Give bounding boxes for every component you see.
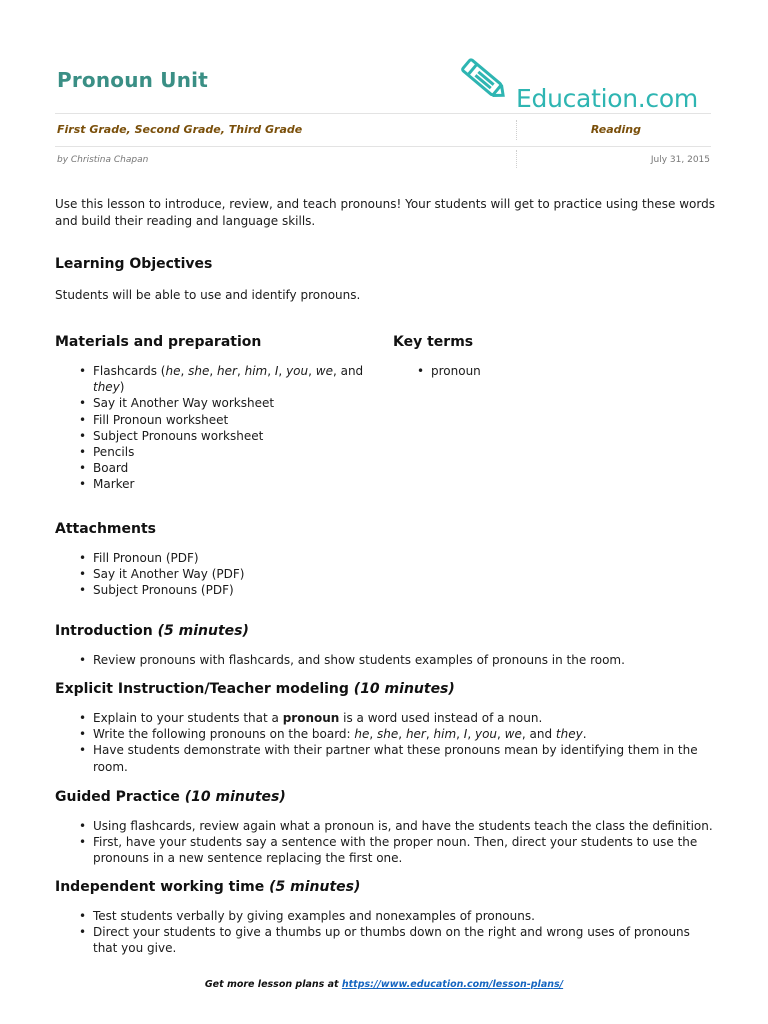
key-terms-heading: Key terms [393, 334, 474, 350]
pencil-logo-icon [455, 56, 515, 112]
list-item: • Test students verbally by giving examples and nonexamples of pronouns. [55, 908, 715, 924]
page-title: Pronoun Unit [57, 68, 208, 92]
list-item: • Have students demonstrate with their partner what these pronouns mean by identifying them in the room. [55, 742, 715, 774]
list-item: • Review pronouns with flashcards, and show students examples of pronouns in the room. [55, 652, 715, 668]
list-item: • Write the following pronouns on the board: he, she, her, him, I, you, we, and they. [55, 726, 715, 742]
list-item: • Say it Another Way worksheet [55, 395, 385, 411]
attachments-list [55, 550, 455, 599]
materials-list [55, 363, 385, 493]
list-item: • Flashcards (he, she, her, him, I, you, we, and they) [55, 363, 385, 395]
meta-separator-2 [516, 150, 517, 168]
list-item: • Board [55, 460, 385, 476]
list-item: • Pencils [55, 444, 385, 460]
guided-practice-heading: Guided Practice (10 minutes) [55, 789, 286, 805]
list-item: • Direct your students to give a thumbs up or thumbs down on the right and wrong uses of pronouns that you give. [55, 924, 715, 956]
attachments-heading: Attachments [55, 521, 157, 537]
list-item: • pronoun [393, 363, 693, 379]
header-divider [55, 113, 711, 114]
attachment-link[interactable]: • Subject Pronouns (PDF) [55, 582, 455, 598]
footer: Get more lesson plans at https://www.education.com/lesson-plans/ [204, 979, 564, 990]
introduction-heading: Introduction (5 minutes) [55, 623, 249, 639]
independent-time-heading: Independent working time (5 minutes) [55, 879, 361, 895]
intro-paragraph: Use this lesson to introduce, review, and teach pronouns! Your students will get to practice using these words and build their reading and language skills. [55, 197, 715, 228]
subject-label: Reading [590, 123, 641, 136]
list-item: • Fill Pronoun worksheet [55, 412, 385, 428]
list-item: • Marker [55, 476, 385, 492]
learning-objectives-text: Students will be able to use and identify pronouns. [55, 288, 361, 302]
meta-divider [55, 146, 711, 147]
publish-date: July 31, 2015 [650, 155, 710, 165]
list-item: • Subject Pronouns worksheet [55, 428, 385, 444]
logo-text: Education.com [516, 84, 698, 113]
materials-heading: Materials and preparation [55, 334, 262, 350]
list-item: • First, have your students say a sentence with the proper noun. Then, direct your students to use the pronouns in a new sentence replacing the first one. [55, 834, 715, 866]
learning-objectives-heading: Learning Objectives [55, 256, 213, 272]
meta-separator [516, 120, 517, 140]
list-item: • Explain to your students that a pronoun is a word used instead of a noun. [55, 710, 715, 726]
attachment-link[interactable]: • Fill Pronoun (PDF) [55, 550, 455, 566]
list-item: • Using flashcards, review again what a pronoun is, and have the students teach the class the definition. [55, 818, 715, 834]
key-terms-list [393, 363, 693, 379]
grade-levels: First Grade, Second Grade, Third Grade [57, 123, 303, 136]
independent-time-list [55, 908, 715, 957]
explicit-instruction-heading: Explicit Instruction/Teacher modeling (10 minutes) [55, 681, 455, 697]
author-byline: by Christina Chapan [57, 155, 149, 165]
introduction-list [55, 652, 715, 668]
education-logo[interactable] [455, 56, 715, 112]
attachment-link[interactable]: • Say it Another Way (PDF) [55, 566, 455, 582]
explicit-instruction-list [55, 710, 715, 775]
guided-practice-list [55, 818, 715, 867]
lesson-plans-link[interactable]: https://www.education.com/lesson-plans/ [341, 979, 564, 990]
